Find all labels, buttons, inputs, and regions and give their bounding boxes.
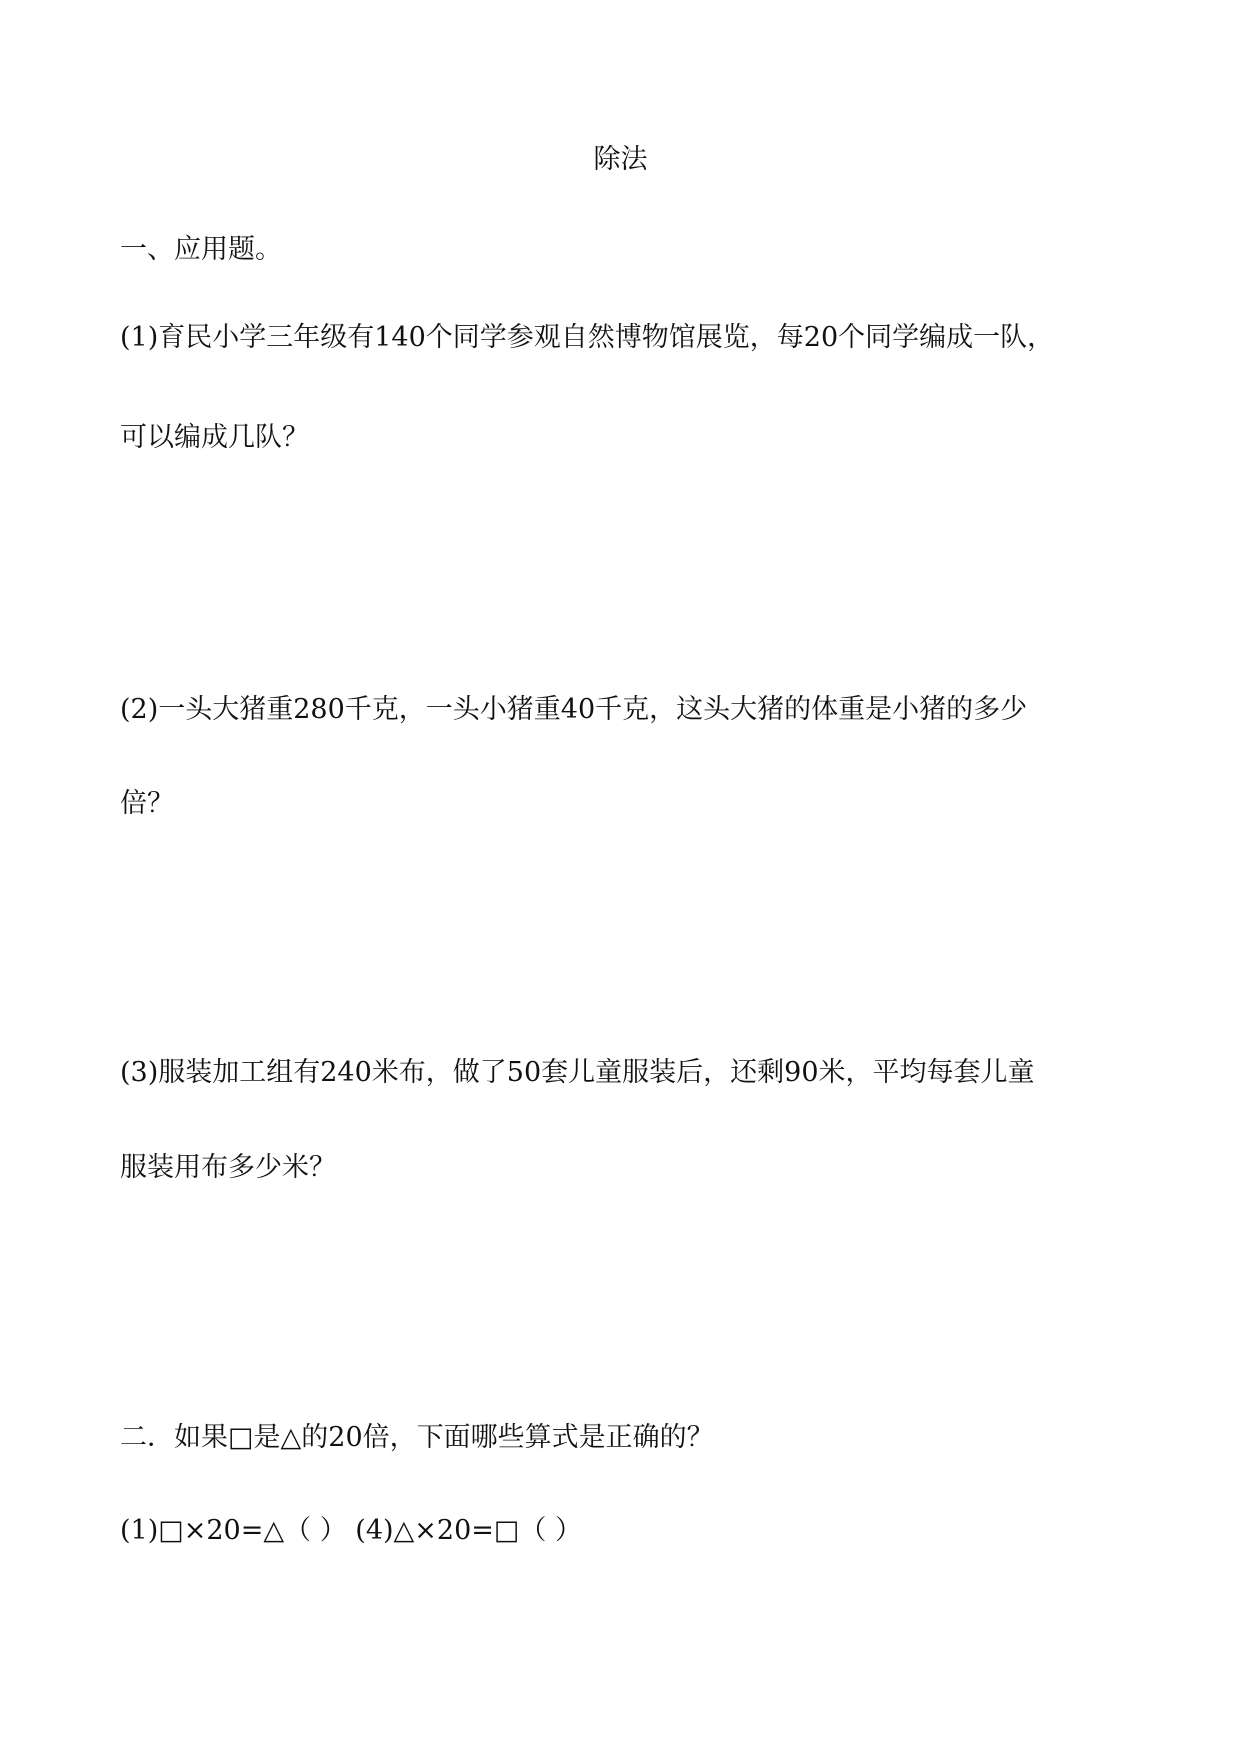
section-2-heading: 二．如果□是△的20倍，下面哪些算式是正确的？ — [120, 1422, 714, 1453]
question-2-line-2: 倍？ — [120, 788, 174, 819]
question-3-line-1: (3)服装加工组有240米布，做了50套儿童服装后，还剩90米，平均每套儿童 — [120, 1057, 1035, 1088]
document-title: 除法 — [593, 144, 648, 175]
question-1-line-2: 可以编成几队？ — [120, 422, 309, 453]
section-2-items: (1)□×20=△（ ） (4)△×20=□（ ） — [120, 1515, 582, 1546]
question-3-line-2: 服装用布多少米？ — [120, 1152, 336, 1183]
question-2-line-1: (2)一头大猪重280千克，一头小猪重40千克，这头大猪的体重是小猪的多少 — [120, 694, 1028, 725]
question-1-line-1: (1)育民小学三年级有140个同学参观自然博物馆展览，每20个同学编成一队， — [120, 322, 1055, 353]
section-1-heading: 一、应用题。 — [120, 234, 282, 265]
